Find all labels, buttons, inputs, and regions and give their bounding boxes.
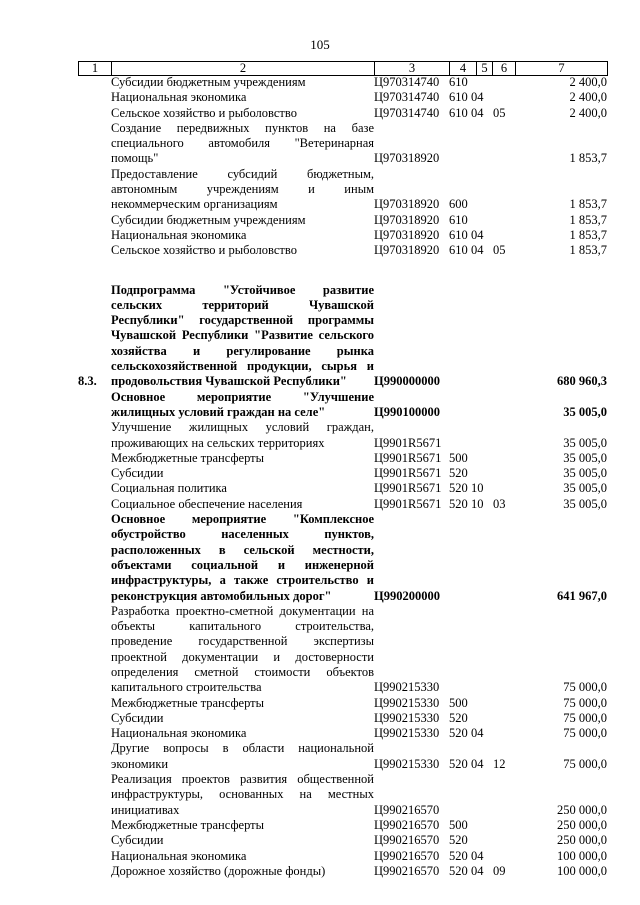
classification-codes: [449, 451, 515, 466]
table-row: [78, 228, 607, 243]
item-description: Разработка проектно-сметной документации на объекты капитального строительства, проведение государственной экспертизы проектной документации и достоверности определения сметной стоимости объектов капитального строительства: [111, 603, 374, 695]
budget-code: Ц990216570: [374, 833, 440, 848]
classification-codes: [449, 833, 515, 848]
item-description: Субсидии бюджетным учреждениям: [111, 75, 306, 89]
amount: 35 005,0: [563, 435, 607, 450]
budget-code: Ц970318920: [374, 212, 440, 227]
table-row: [78, 466, 607, 481]
code-vr: 500: [449, 817, 468, 832]
section-number: [78, 512, 111, 604]
code-pr: 05: [493, 243, 506, 258]
amount: 1 853,7: [569, 227, 607, 242]
section-number: [78, 390, 111, 421]
amount: 2 400,0: [569, 105, 607, 120]
item-description: Сельское хозяйство и рыболовство: [111, 243, 297, 258]
budget-code: Ц9901R5671: [374, 450, 442, 465]
amount: 75 000,0: [563, 695, 607, 710]
item-description: Национальная экономика: [111, 90, 247, 105]
classification-codes: [449, 121, 515, 167]
item-description: Другие вопросы в области национальной экономики: [111, 741, 374, 771]
table-row: [78, 726, 607, 741]
code-pr: 09: [493, 863, 506, 878]
classification-codes: [449, 818, 515, 833]
code-rz: 04: [471, 726, 484, 741]
classification-codes: [449, 106, 515, 121]
amount: 250 000,0: [557, 817, 607, 832]
section-number: [78, 604, 111, 696]
code-vr: 610: [449, 243, 468, 258]
table-row: [78, 833, 607, 848]
code-vr: 520: [449, 710, 468, 725]
table-row: [78, 451, 607, 466]
code-vr: 520: [449, 756, 468, 771]
budget-code: Ц970314740: [374, 75, 440, 89]
budget-code: Ц9901R5671: [374, 466, 442, 481]
amount: 250 000,0: [557, 833, 607, 848]
table-row: [78, 213, 607, 228]
code-vr: 520: [449, 496, 468, 511]
classification-codes: [449, 741, 515, 772]
section-number: [78, 497, 111, 512]
item-description: Социальное обеспечение населения: [111, 496, 303, 511]
section-number: [78, 420, 111, 451]
table-row: [78, 604, 607, 696]
table-row: [78, 512, 607, 604]
budget-code: Ц990216570: [374, 848, 440, 863]
amount: 641 967,0: [557, 588, 607, 603]
item-description: Национальная экономика: [111, 848, 247, 863]
item-description: Улучшение жилищных условий граждан, проживающих на сельских территориях: [111, 420, 374, 450]
budget-code: Ц990100000: [374, 404, 440, 419]
item-description: Субсидии: [111, 833, 164, 848]
code-vr: 520: [449, 863, 468, 878]
section-number: [78, 772, 111, 818]
code-rz: 04: [471, 227, 484, 242]
classification-codes: [449, 726, 515, 741]
code-vr: 500: [449, 695, 468, 710]
table-row: [78, 420, 607, 451]
budget-code: Ц970318920: [374, 151, 440, 166]
item-description: Предоставление субсидий бюджетным, автономным учреждениям и иным некоммерческим организациям: [111, 166, 374, 212]
item-description: Национальная экономика: [111, 227, 247, 242]
code-vr: 610: [449, 90, 468, 105]
amount: 680 960,3: [557, 374, 607, 389]
code-pr: 05: [493, 105, 506, 120]
table-row: [78, 90, 607, 105]
item-description: Создание передвижных пунктов на базе специального автомобиля "Ветеринарная помощь": [111, 120, 374, 166]
item-description: Дорожное хозяйство (дорожные фонды): [111, 863, 326, 878]
column-header-5: 5: [477, 62, 493, 76]
item-description: Реализация проектов развития общественной инфраструктуры, основанных на местных инициативах: [111, 772, 374, 817]
budget-table: [78, 75, 607, 879]
amount: 75 000,0: [563, 680, 607, 695]
table-row: [78, 283, 607, 390]
item-description: Основное мероприятие "Комплексное обустройство населенных пунктов, расположенных в сельской местности, объектами социальной и инженерной инфраструктуры, а также строительство и реконструкция автомобильных дорог": [111, 512, 374, 603]
classification-codes: [449, 696, 515, 711]
section-number: [78, 90, 111, 105]
table-row: [78, 741, 607, 772]
item-description: Сельское хозяйство и рыболовство: [111, 105, 297, 120]
classification-codes: [449, 512, 515, 604]
table-row: [78, 772, 607, 818]
classification-codes: [449, 213, 515, 228]
item-description: Основное мероприятие "Улучшение жилищных условий граждан на селе": [111, 389, 374, 419]
table-row: [78, 497, 607, 512]
budget-code: Ц990215330: [374, 695, 440, 710]
budget-code: Ц970318920: [374, 227, 440, 242]
table-row: [78, 75, 607, 90]
classification-codes: [449, 90, 515, 105]
budget-table-body: [78, 75, 607, 879]
column-header-2: 2: [112, 62, 375, 76]
budget-code: Ц990216570: [374, 817, 440, 832]
budget-code: Ц990215330: [374, 710, 440, 725]
budget-code: Ц990215330: [374, 680, 440, 695]
budget-code: Ц990216570: [374, 863, 440, 878]
section-number: 8.3.: [78, 374, 97, 389]
section-number: [78, 243, 111, 258]
classification-codes: [449, 772, 515, 818]
budget-code: Ц970314740: [374, 90, 440, 105]
code-vr: 520: [449, 833, 468, 848]
code-vr: 500: [449, 450, 468, 465]
budget-code: Ц990215330: [374, 726, 440, 741]
section-number: [78, 167, 111, 213]
classification-codes: [449, 283, 515, 390]
code-rz: 10: [471, 481, 484, 496]
table-row: [78, 864, 607, 879]
code-vr: 520: [449, 481, 468, 496]
budget-code: Ц9901R5671: [374, 435, 442, 450]
amount: 75 000,0: [563, 756, 607, 771]
section-number: [78, 75, 111, 90]
amount: 35 005,0: [563, 404, 607, 419]
budget-code: Ц990000000: [374, 374, 440, 389]
classification-codes: [449, 75, 515, 90]
code-rz: 04: [471, 105, 484, 120]
item-description: Социальная политика: [111, 481, 227, 496]
code-rz: 10: [471, 496, 484, 511]
code-vr: 610: [449, 212, 468, 227]
column-header-6: 6: [493, 62, 516, 76]
budget-code: Ц970318920: [374, 197, 440, 212]
spacer-cell: [78, 259, 607, 283]
item-description: Субсидии: [111, 466, 164, 481]
code-rz: 04: [471, 243, 484, 258]
table-row: [78, 481, 607, 496]
section-number: [78, 466, 111, 481]
table-row: [78, 390, 607, 421]
budget-code: Ц990200000: [374, 588, 440, 603]
item-description: Подпрограмма "Устойчивое развитие сельских территорий Чувашской Республики" государственной программы Чувашской Республики "Развитие сельского хозяйства и регулирование рынка сельскохозяйственной продукции, сырья и продовольствия Чувашской Республики": [111, 282, 374, 389]
amount: 2 400,0: [569, 90, 607, 105]
code-vr: 610: [449, 105, 468, 120]
item-description: Межбюджетные трансферты: [111, 817, 265, 832]
section-number: [78, 726, 111, 741]
code-vr: 610: [449, 227, 468, 242]
code-pr: 12: [493, 756, 506, 771]
column-header-1: 1: [79, 62, 112, 76]
budget-code: Ц970314740: [374, 105, 440, 120]
item-description: Национальная экономика: [111, 726, 247, 741]
amount: 1 853,7: [569, 197, 607, 212]
code-vr: 520: [449, 726, 468, 741]
code-vr: 600: [449, 197, 468, 212]
classification-codes: [449, 864, 515, 879]
table-row: [78, 696, 607, 711]
section-number: [78, 106, 111, 121]
classification-codes: [449, 420, 515, 451]
amount: 35 005,0: [563, 466, 607, 481]
classification-codes: [449, 390, 515, 421]
section-number: [78, 711, 111, 726]
code-pr: 03: [493, 496, 506, 511]
code-rz: 04: [471, 756, 484, 771]
classification-codes: [449, 849, 515, 864]
amount: 100 000,0: [557, 848, 607, 863]
section-number: [78, 213, 111, 228]
classification-codes: [449, 228, 515, 243]
classification-codes: [449, 466, 515, 481]
page-number: 105: [310, 37, 330, 52]
budget-code: Ц990216570: [374, 802, 440, 817]
row-spacer: [78, 259, 607, 283]
section-number: [78, 121, 111, 167]
item-description: Межбюджетные трансферты: [111, 450, 265, 465]
table-row: [78, 818, 607, 833]
table-row: [78, 167, 607, 213]
classification-codes: [449, 497, 515, 512]
amount: 1 853,7: [569, 243, 607, 258]
amount: 100 000,0: [557, 863, 607, 878]
budget-code: Ц9901R5671: [374, 481, 442, 496]
item-description: Субсидии бюджетным учреждениям: [111, 212, 306, 227]
table-row: [78, 849, 607, 864]
code-vr: 520: [449, 466, 468, 481]
amount: 250 000,0: [557, 802, 607, 817]
amount: 1 853,7: [569, 212, 607, 227]
code-rz: 04: [471, 90, 484, 105]
amount: 35 005,0: [563, 496, 607, 511]
section-number: [78, 741, 111, 772]
table-row: [78, 711, 607, 726]
amount: 75 000,0: [563, 710, 607, 725]
budget-code: Ц990215330: [374, 756, 440, 771]
code-vr: 610: [449, 75, 468, 89]
classification-codes: [449, 167, 515, 213]
item-description: Межбюджетные трансферты: [111, 695, 265, 710]
classification-codes: [449, 481, 515, 496]
code-vr: 520: [449, 848, 468, 863]
amount: 75 000,0: [563, 726, 607, 741]
classification-codes: [449, 711, 515, 726]
section-number: [78, 481, 111, 496]
table-row: [78, 121, 607, 167]
column-header-3: 3: [375, 62, 450, 76]
section-number: [78, 696, 111, 711]
item-description: Субсидии: [111, 710, 164, 725]
classification-codes: [449, 243, 515, 258]
table-row: [78, 243, 607, 258]
table-row: [78, 106, 607, 121]
amount: 35 005,0: [563, 481, 607, 496]
amount: 35 005,0: [563, 450, 607, 465]
section-number: [78, 818, 111, 833]
amount: 2 400,0: [569, 75, 607, 89]
code-rz: 04: [471, 863, 484, 878]
column-header-row: [78, 61, 608, 76]
column-header-4: 4: [450, 62, 477, 76]
section-number: [78, 833, 111, 848]
budget-code: Ц970318920: [374, 243, 440, 258]
classification-codes: [449, 604, 515, 696]
section-number: [78, 451, 111, 466]
section-number: [78, 849, 111, 864]
section-number: [78, 864, 111, 879]
code-rz: 04: [471, 848, 484, 863]
budget-code: Ц9901R5671: [374, 496, 442, 511]
column-header-7: 7: [516, 62, 608, 76]
section-number: [78, 228, 111, 243]
amount: 1 853,7: [569, 151, 607, 166]
